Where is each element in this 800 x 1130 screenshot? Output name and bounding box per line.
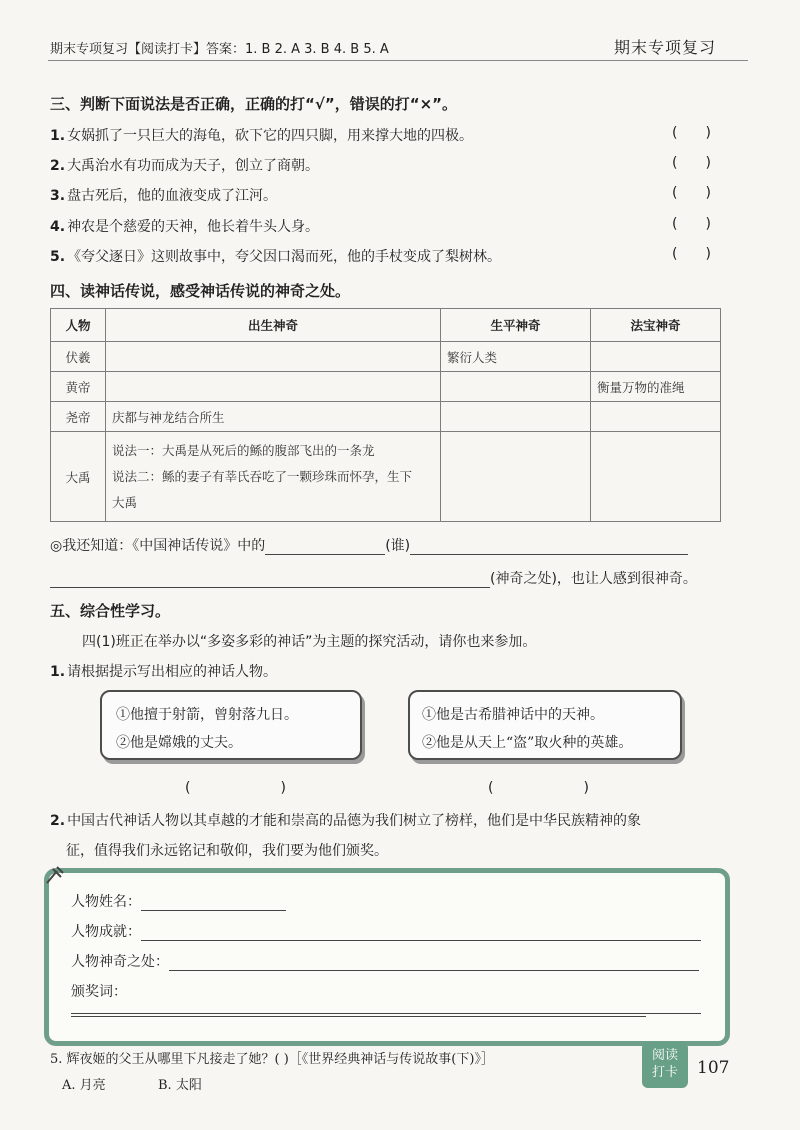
- judge-item-5: [50, 246, 501, 266]
- header-divider: [48, 60, 748, 61]
- clue-left-2: ②他是嫦娥的丈夫。: [116, 735, 242, 751]
- col-header-life: 生平神奇: [441, 309, 591, 342]
- table-row: [51, 342, 721, 372]
- birth-line: 大禹: [112, 494, 138, 510]
- treasure-cell[interactable]: [591, 432, 721, 522]
- treasure-cell[interactable]: [591, 402, 721, 432]
- award-achievement-row: [71, 921, 701, 941]
- q2-prompt: 2. 中国古代神话人物以其卓越的才能和崇高的品德为我们树立了榜样，他们是中华民族精神的象: [50, 813, 642, 829]
- item-text: 神农是个慈爱的天神，他长着牛头人身。: [67, 219, 320, 235]
- birth-cell[interactable]: [106, 342, 441, 372]
- page-number: 107: [697, 1058, 730, 1078]
- know-who: (谁): [385, 538, 411, 554]
- header-title: 期末专项复习: [614, 38, 717, 57]
- q2-prompt-cont: 征，值得我们永远铭记和敬仰，我们要为他们颁奖。: [66, 843, 388, 859]
- footer-option-b: B. 太阳: [158, 1078, 202, 1093]
- col-header-person: 人物: [51, 309, 106, 342]
- reading-badge: [642, 1042, 688, 1088]
- birth-cell[interactable]: [106, 372, 441, 402]
- treasure-cell[interactable]: [591, 342, 721, 372]
- know-suffix: (神奇之处)，也让人感到很神奇。: [490, 571, 697, 587]
- clue-right-2: ②他是从天上“盗”取火种的英雄。: [422, 735, 633, 751]
- award-speech-row: [71, 981, 701, 1017]
- know-line-2: [50, 568, 730, 588]
- magic-blank[interactable]: [169, 970, 699, 971]
- birth-cell[interactable]: 庆都与神龙结合所生: [106, 402, 441, 432]
- know-blank-1[interactable]: [410, 554, 688, 555]
- clue-right-1: ①他是古希腊神话中的天神。: [422, 707, 604, 723]
- speech-label: 颁奖词：: [71, 984, 127, 1000]
- name-label: 人物姓名：: [71, 894, 141, 910]
- clue-card-left: [100, 690, 362, 760]
- answer-blank-left[interactable]: ( ): [185, 780, 286, 796]
- table-row: [51, 402, 721, 432]
- item-text: 《夸父逐日》这则故事中，夸父因口渴而死，他的手杖变成了梨树林。: [67, 249, 502, 265]
- item-number: 5.: [50, 249, 66, 265]
- life-cell[interactable]: [441, 432, 591, 522]
- achievement-label: 人物成就：: [71, 924, 141, 940]
- magic-label: 人物神奇之处：: [71, 954, 169, 970]
- person-name: 尧帝: [51, 402, 106, 432]
- judge-item-4: [50, 216, 319, 236]
- badge-line-2: 打卡: [651, 1065, 678, 1080]
- answer-blank-3[interactable]: ( ): [672, 185, 711, 201]
- know-line-1: [50, 535, 720, 555]
- footer-option-a: A. 月亮: [62, 1078, 106, 1093]
- judge-item-3: [50, 185, 277, 205]
- myth-table: [50, 308, 721, 522]
- birth-line: 说法一：大禹是从死后的鲧的腹部飞出的一条龙: [112, 442, 375, 458]
- who-blank[interactable]: [265, 554, 385, 555]
- life-cell[interactable]: [441, 402, 591, 432]
- section4-title: 四、读神话传说，感受神话传说的神奇之处。: [50, 282, 351, 300]
- answer-blank-2[interactable]: ( ): [672, 155, 711, 171]
- clue-left-1: ①他擅于射箭，曾射落九日。: [116, 707, 298, 723]
- clue-card-right: [408, 690, 682, 760]
- speech-blank-1[interactable]: [71, 1016, 646, 1017]
- table-row: [51, 372, 721, 402]
- section5-title: 五、综合性学习。: [50, 602, 171, 620]
- speech-blank-2[interactable]: [71, 1013, 701, 1014]
- section3-title: 三、判断下面说法是否正确，正确的打“√”，错误的打“×”。: [50, 95, 458, 113]
- person-name: 伏羲: [51, 342, 106, 372]
- judge-item-1: [50, 125, 473, 145]
- table-row: [51, 432, 721, 522]
- person-name: 黄帝: [51, 372, 106, 402]
- award-card: [44, 868, 730, 1046]
- award-magic-row: [71, 951, 701, 971]
- answer-blank-4[interactable]: ( ): [672, 216, 711, 232]
- name-blank[interactable]: [141, 910, 286, 911]
- table-header-row: [51, 309, 721, 342]
- item-number: 1.: [50, 128, 66, 144]
- achievement-blank[interactable]: [141, 940, 701, 941]
- col-header-birth: 出生神奇: [106, 309, 441, 342]
- answer-blank-right[interactable]: ( ): [488, 780, 589, 796]
- know-prefix: ◎我还知道：《中国神话传说》中的: [50, 538, 266, 554]
- footer-question: 5. 辉夜姬的父王从哪里下凡接走了她？( )［《世界经典神话与传说故事(下)》］: [50, 1052, 494, 1067]
- award-name-row: [71, 891, 286, 911]
- life-cell[interactable]: 繁衍人类: [441, 342, 591, 372]
- answer-blank-5[interactable]: ( ): [672, 246, 711, 262]
- know-blank-2[interactable]: [50, 587, 490, 588]
- life-cell[interactable]: [441, 372, 591, 402]
- item-text: 盘古死后，他的血液变成了江河。: [67, 188, 278, 204]
- pin-icon: [43, 863, 69, 889]
- q1-prompt: 1. 请根据提示写出相应的神话人物。: [50, 664, 278, 680]
- person-name: 大禹: [51, 432, 106, 522]
- header-answers: 期末专项复习【阅读打卡】答案：1. B 2. A 3. B 4. B 5. A: [50, 42, 389, 57]
- item-text: 大禹治水有功而成为天子，创立了商朝。: [67, 158, 320, 174]
- item-text: 女娲抓了一只巨大的海龟，砍下它的四只脚，用来撑大地的四极。: [67, 128, 474, 144]
- answer-blank-1[interactable]: ( ): [672, 125, 711, 141]
- item-number: 4.: [50, 219, 66, 235]
- birth-line: 说法二：鲧的妻子有莘氏吞吃了一颗珍珠而怀孕，生下: [112, 468, 413, 484]
- birth-cell[interactable]: [106, 432, 441, 522]
- col-header-treasure: 法宝神奇: [591, 309, 721, 342]
- section5-intro: 四(1)班正在举办以“多姿多彩的神话”为主题的探究活动，请你也来参加。: [82, 634, 537, 650]
- treasure-cell[interactable]: 衡量万物的准绳: [591, 372, 721, 402]
- judge-item-2: [50, 155, 319, 175]
- item-number: 3.: [50, 188, 66, 204]
- badge-line-1: 阅读: [651, 1048, 678, 1063]
- item-number: 2.: [50, 158, 66, 174]
